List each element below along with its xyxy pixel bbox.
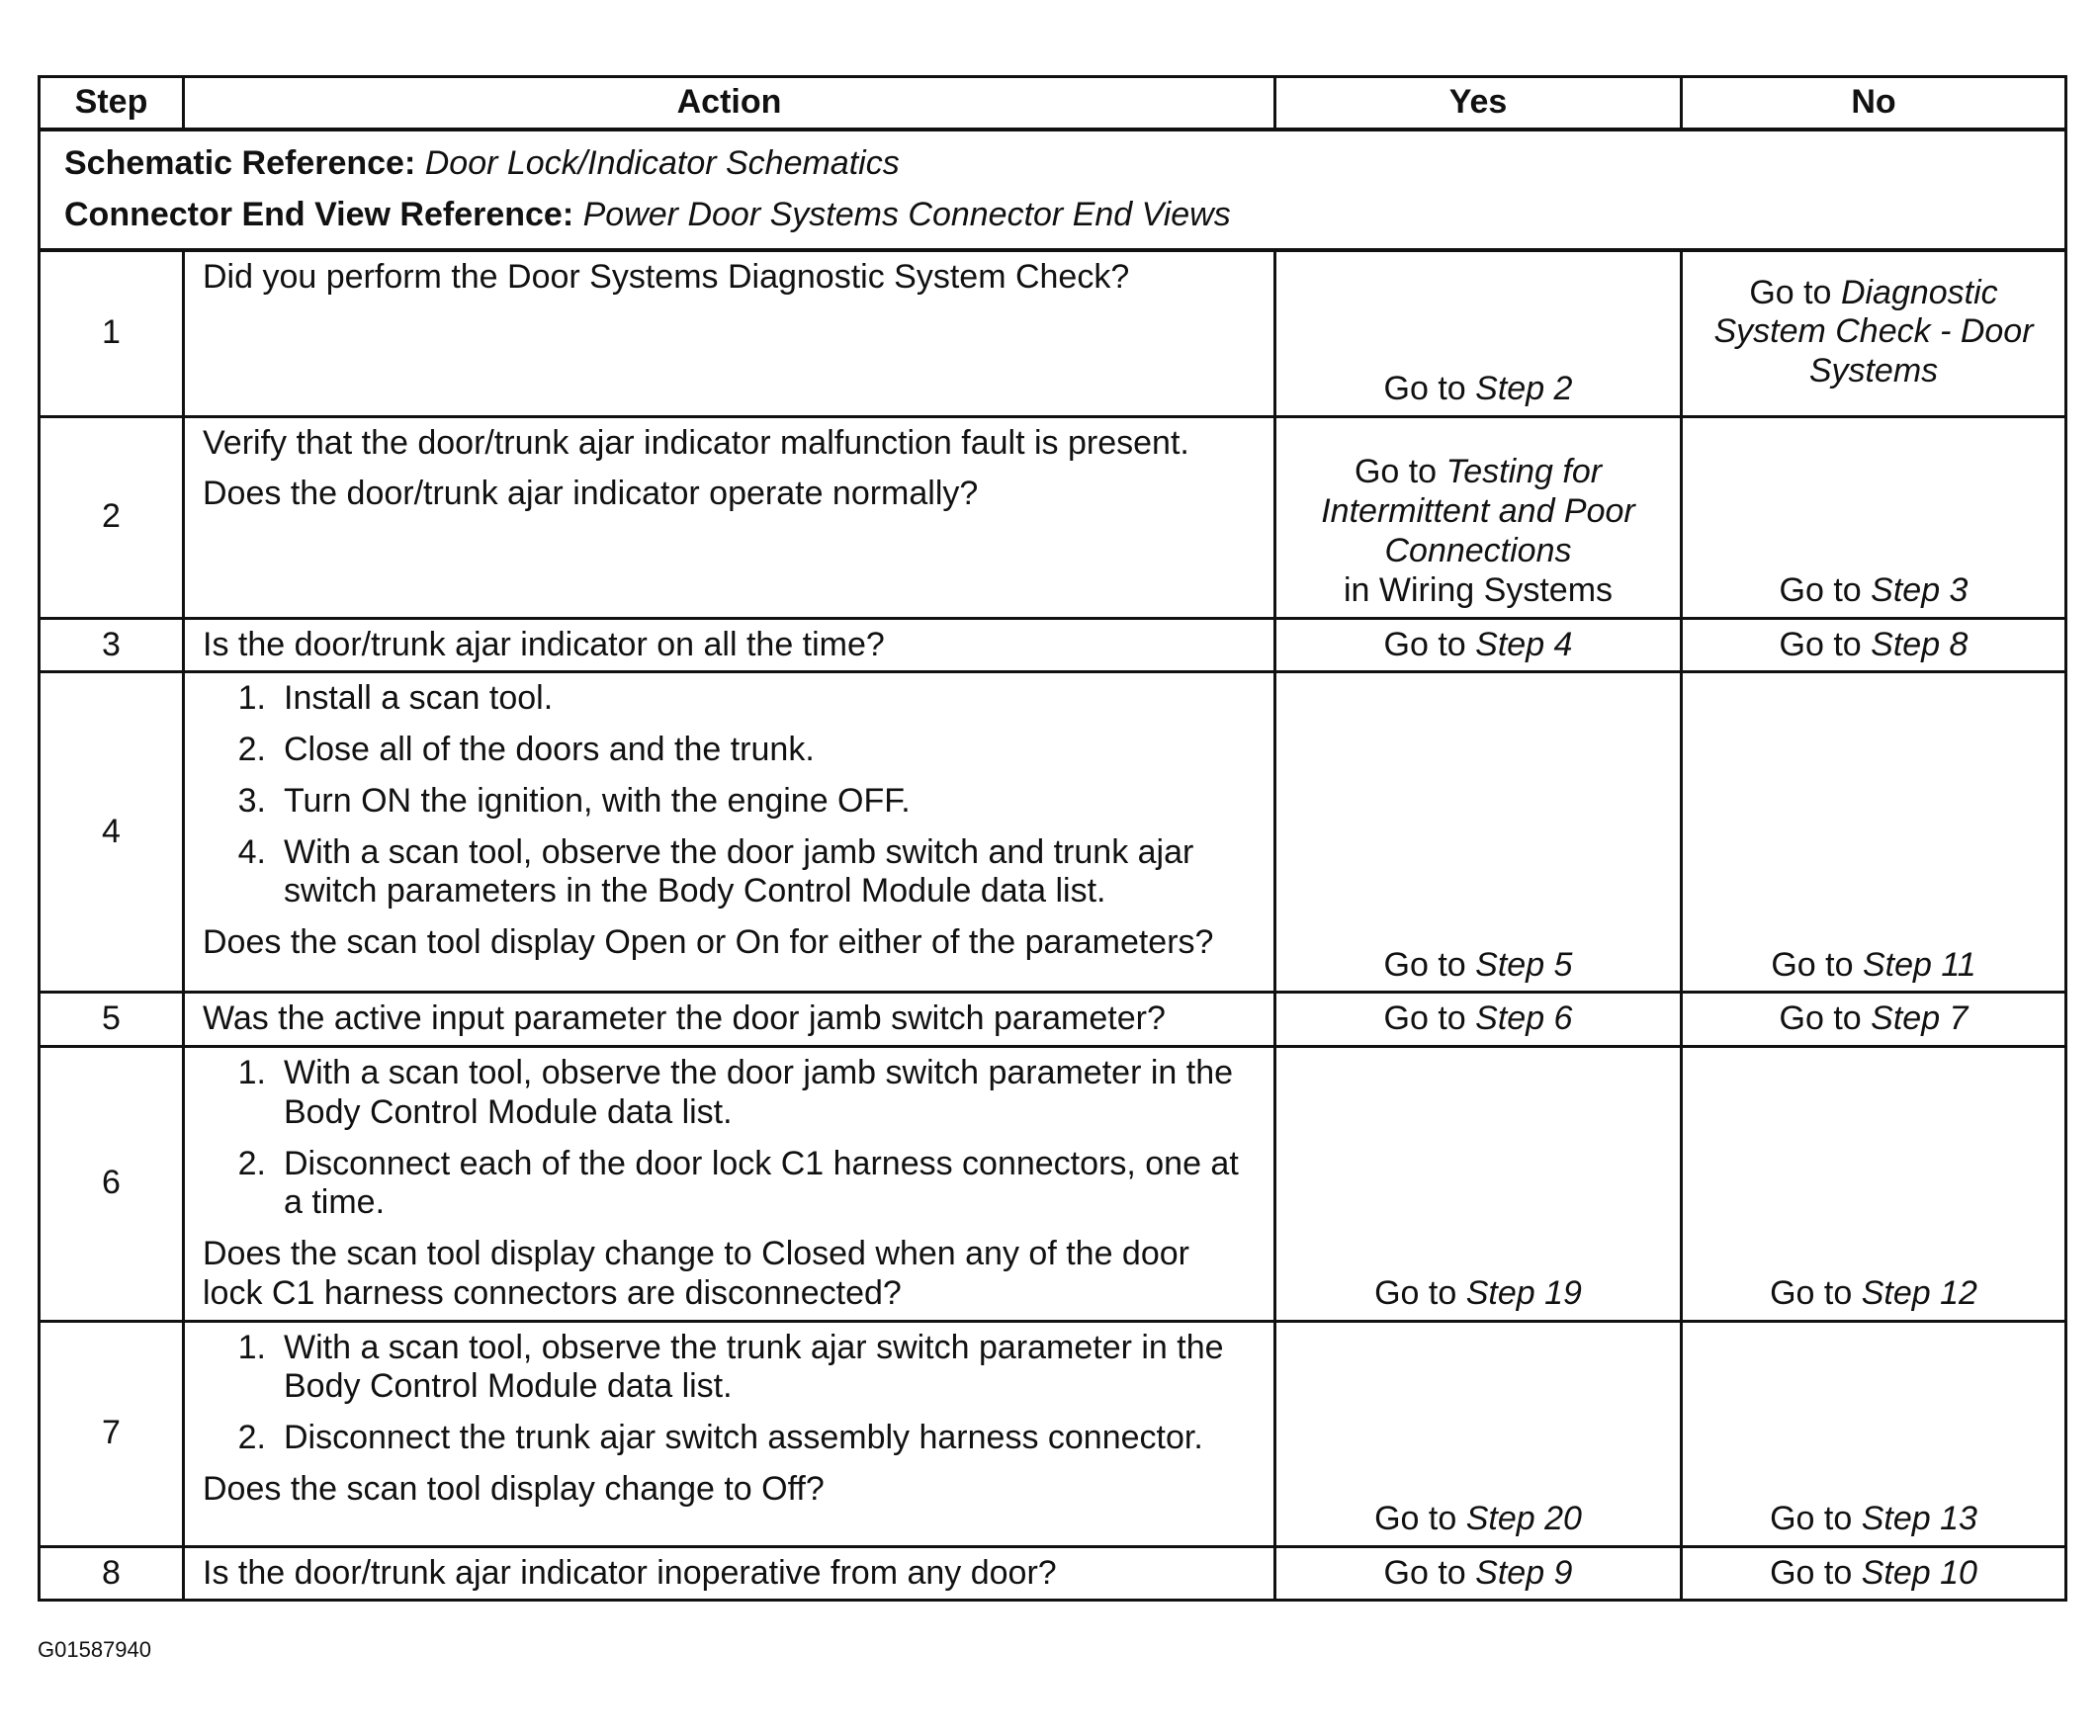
question-text: Does the scan tool display Open or On for either of the parameters?	[203, 923, 1214, 962]
no-goto-link[interactable]: Step 7	[1871, 999, 1969, 1038]
no-cell	[1682, 672, 2066, 993]
yes-cell	[1275, 1047, 1682, 1322]
action-cell	[184, 1546, 1275, 1601]
procedure-item-text: Close all of the doors and the trunk.	[284, 731, 815, 769]
procedure-item-number: 2.	[237, 731, 266, 769]
question-text: Was the active input parameter the door jamb switch parameter?	[203, 999, 1166, 1038]
yes-cell	[1275, 1546, 1682, 1601]
step-number: 3	[40, 618, 184, 672]
procedure-item-number: 1.	[237, 679, 266, 718]
yes-goto-link[interactable]: Step 19	[1465, 1273, 1582, 1312]
procedure-item-text: With a scan tool, observe the door jamb switch and trunk ajar switch parameters in the Body Control Module data list.	[284, 832, 1194, 911]
no-goto-prefix: Go to	[1770, 1273, 1853, 1312]
action-cell	[184, 1321, 1275, 1546]
reference-cell	[40, 130, 2066, 250]
procedure-item	[203, 679, 1254, 719]
yes-cell	[1275, 672, 1682, 993]
procedure-item-text: With a scan tool, observe the trunk ajar switch parameter in the Body Control Module data list.	[284, 1328, 1224, 1406]
procedure-item-number: 3.	[237, 781, 266, 820]
procedure-item	[203, 1145, 1254, 1224]
figure-id: G01587940	[38, 1637, 151, 1662]
question-text: Does the scan tool display change to Off?	[203, 1469, 825, 1508]
yes-goto-prefix: Go to	[1374, 1499, 1457, 1537]
no-goto-link[interactable]: Step 10	[1861, 1553, 1977, 1592]
no-cell	[1682, 993, 2066, 1047]
yes-goto-prefix: Go to	[1383, 369, 1466, 407]
yes-goto-suffix: in Wiring Systems	[1343, 570, 1614, 609]
no-goto-prefix: Go to	[1770, 1553, 1853, 1592]
yes-cell	[1275, 416, 1682, 618]
step-number: 8	[40, 1546, 184, 1601]
question-text: Verify that the door/trunk ajar indicator malfunction fault is present.	[203, 423, 1189, 462]
procedure-item	[203, 1054, 1254, 1133]
procedure-item	[203, 1329, 1254, 1408]
no-goto-prefix: Go to	[1770, 1499, 1853, 1537]
procedure-item	[203, 731, 1254, 770]
no-goto-prefix: Go to	[1771, 945, 1854, 984]
yes-goto-link[interactable]: Testing for Intermittent and Poor Connections	[1321, 453, 1635, 569]
no-goto-prefix: Go to	[1779, 999, 1862, 1038]
question-text: Does the door/trunk ajar indicator operate normally?	[203, 475, 979, 513]
no-goto-link[interactable]: Step 12	[1861, 1273, 1977, 1312]
procedure-list	[203, 679, 1254, 911]
yes-goto-link[interactable]: Step 2	[1475, 369, 1573, 407]
reference-row	[40, 130, 2066, 250]
action-cell	[184, 250, 1275, 416]
no-cell	[1682, 1546, 2066, 1601]
no-cell	[1682, 1047, 2066, 1322]
no-goto-link[interactable]: Step 8	[1871, 625, 1969, 663]
yes-cell	[1275, 993, 1682, 1047]
procedure-item-text: Disconnect each of the door lock C1 harness connectors, one at a time.	[284, 1144, 1239, 1222]
yes-goto-prefix: Go to	[1383, 999, 1466, 1038]
procedure-item-text: Disconnect the trunk ajar switch assembly harness connector.	[284, 1419, 1203, 1457]
action-cell	[184, 416, 1275, 618]
yes-goto-link[interactable]: Step 4	[1475, 625, 1573, 663]
no-goto-prefix: Go to	[1779, 625, 1862, 663]
connector-reference-link[interactable]: Power Door Systems Connector End Views	[582, 196, 1231, 233]
procedure-item-text: Install a scan tool.	[284, 679, 554, 718]
step-number: 6	[40, 1047, 184, 1322]
yes-cell	[1275, 250, 1682, 416]
connector-reference	[64, 189, 2045, 240]
yes-goto-prefix: Go to	[1383, 625, 1466, 663]
no-goto-link[interactable]: Step 13	[1861, 1499, 1977, 1537]
no-goto-link[interactable]: Step 11	[1862, 945, 1976, 984]
procedure-item-text: With a scan tool, observe the door jamb switch parameter in the Body Control Module data list.	[284, 1054, 1234, 1131]
step-number: 2	[40, 416, 184, 618]
diagnostic-table	[38, 75, 2067, 1602]
step-number: 7	[40, 1321, 184, 1546]
yes-goto-link[interactable]: Step 5	[1475, 945, 1573, 984]
procedure-item-number: 2.	[237, 1419, 266, 1457]
procedure-item-number: 1.	[237, 1328, 266, 1366]
table-row	[40, 672, 2066, 993]
yes-cell	[1275, 618, 1682, 672]
action-cell	[184, 993, 1275, 1047]
procedure-item-number: 4.	[237, 832, 266, 871]
table-row	[40, 1047, 2066, 1322]
action-cell	[184, 618, 1275, 672]
procedure-item-number: 1.	[237, 1054, 266, 1092]
no-cell	[1682, 416, 2066, 618]
procedure-item-number: 2.	[237, 1144, 266, 1182]
table-row	[40, 1321, 2066, 1546]
no-goto-link[interactable]: Diagnostic System Check - Door Systems	[1713, 273, 2034, 391]
header-step: Step	[40, 77, 184, 130]
step-number: 1	[40, 250, 184, 416]
action-cell	[184, 672, 1275, 993]
yes-goto-prefix: Go to	[1354, 453, 1438, 491]
table-row	[40, 618, 2066, 672]
yes-goto-link[interactable]: Step 20	[1465, 1499, 1582, 1537]
table-row	[40, 993, 2066, 1047]
step-number: 4	[40, 672, 184, 993]
no-goto-link[interactable]: Step 3	[1871, 570, 1969, 609]
question-text: Does the scan tool display change to Closed when any of the door lock C1 harness connectors are disconnected?	[203, 1235, 1189, 1312]
procedure-list	[203, 1329, 1254, 1458]
no-cell	[1682, 250, 2066, 416]
no-goto-prefix: Go to	[1779, 570, 1862, 609]
yes-goto-prefix: Go to	[1383, 1553, 1466, 1592]
step-number: 5	[40, 993, 184, 1047]
header-yes: Yes	[1275, 77, 1682, 130]
no-cell	[1682, 618, 2066, 672]
procedure-item	[203, 782, 1254, 822]
connector-reference-label: Connector End View Reference:	[64, 196, 574, 233]
no-cell	[1682, 1321, 2066, 1546]
no-goto-prefix: Go to	[1749, 273, 1832, 311]
header-row	[40, 77, 2066, 130]
header-no: No	[1682, 77, 2066, 130]
procedure-item-text: Turn ON the ignition, with the engine OFF.	[284, 781, 911, 820]
table-row	[40, 250, 2066, 416]
question-text: Is the door/trunk ajar indicator on all the time?	[203, 625, 885, 663]
action-cell	[184, 1047, 1275, 1322]
procedure-item	[203, 833, 1254, 912]
yes-goto-link[interactable]: Step 9	[1475, 1553, 1573, 1592]
schematic-reference-link[interactable]: Door Lock/Indicator Schematics	[424, 144, 900, 182]
yes-goto-prefix: Go to	[1374, 1273, 1457, 1312]
yes-goto-prefix: Go to	[1383, 945, 1466, 984]
question-text: Did you perform the Door Systems Diagnostic System Check?	[203, 258, 1130, 296]
schematic-reference	[64, 137, 2045, 189]
header-action: Action	[184, 77, 1275, 130]
schematic-reference-label: Schematic Reference:	[64, 144, 416, 182]
yes-cell	[1275, 1321, 1682, 1546]
yes-goto-link[interactable]: Step 6	[1475, 999, 1573, 1038]
procedure-item	[203, 1419, 1254, 1458]
question-text: Is the door/trunk ajar indicator inoperative from any door?	[203, 1553, 1057, 1592]
table-row	[40, 416, 2066, 618]
table-row	[40, 1546, 2066, 1601]
procedure-list	[203, 1054, 1254, 1223]
